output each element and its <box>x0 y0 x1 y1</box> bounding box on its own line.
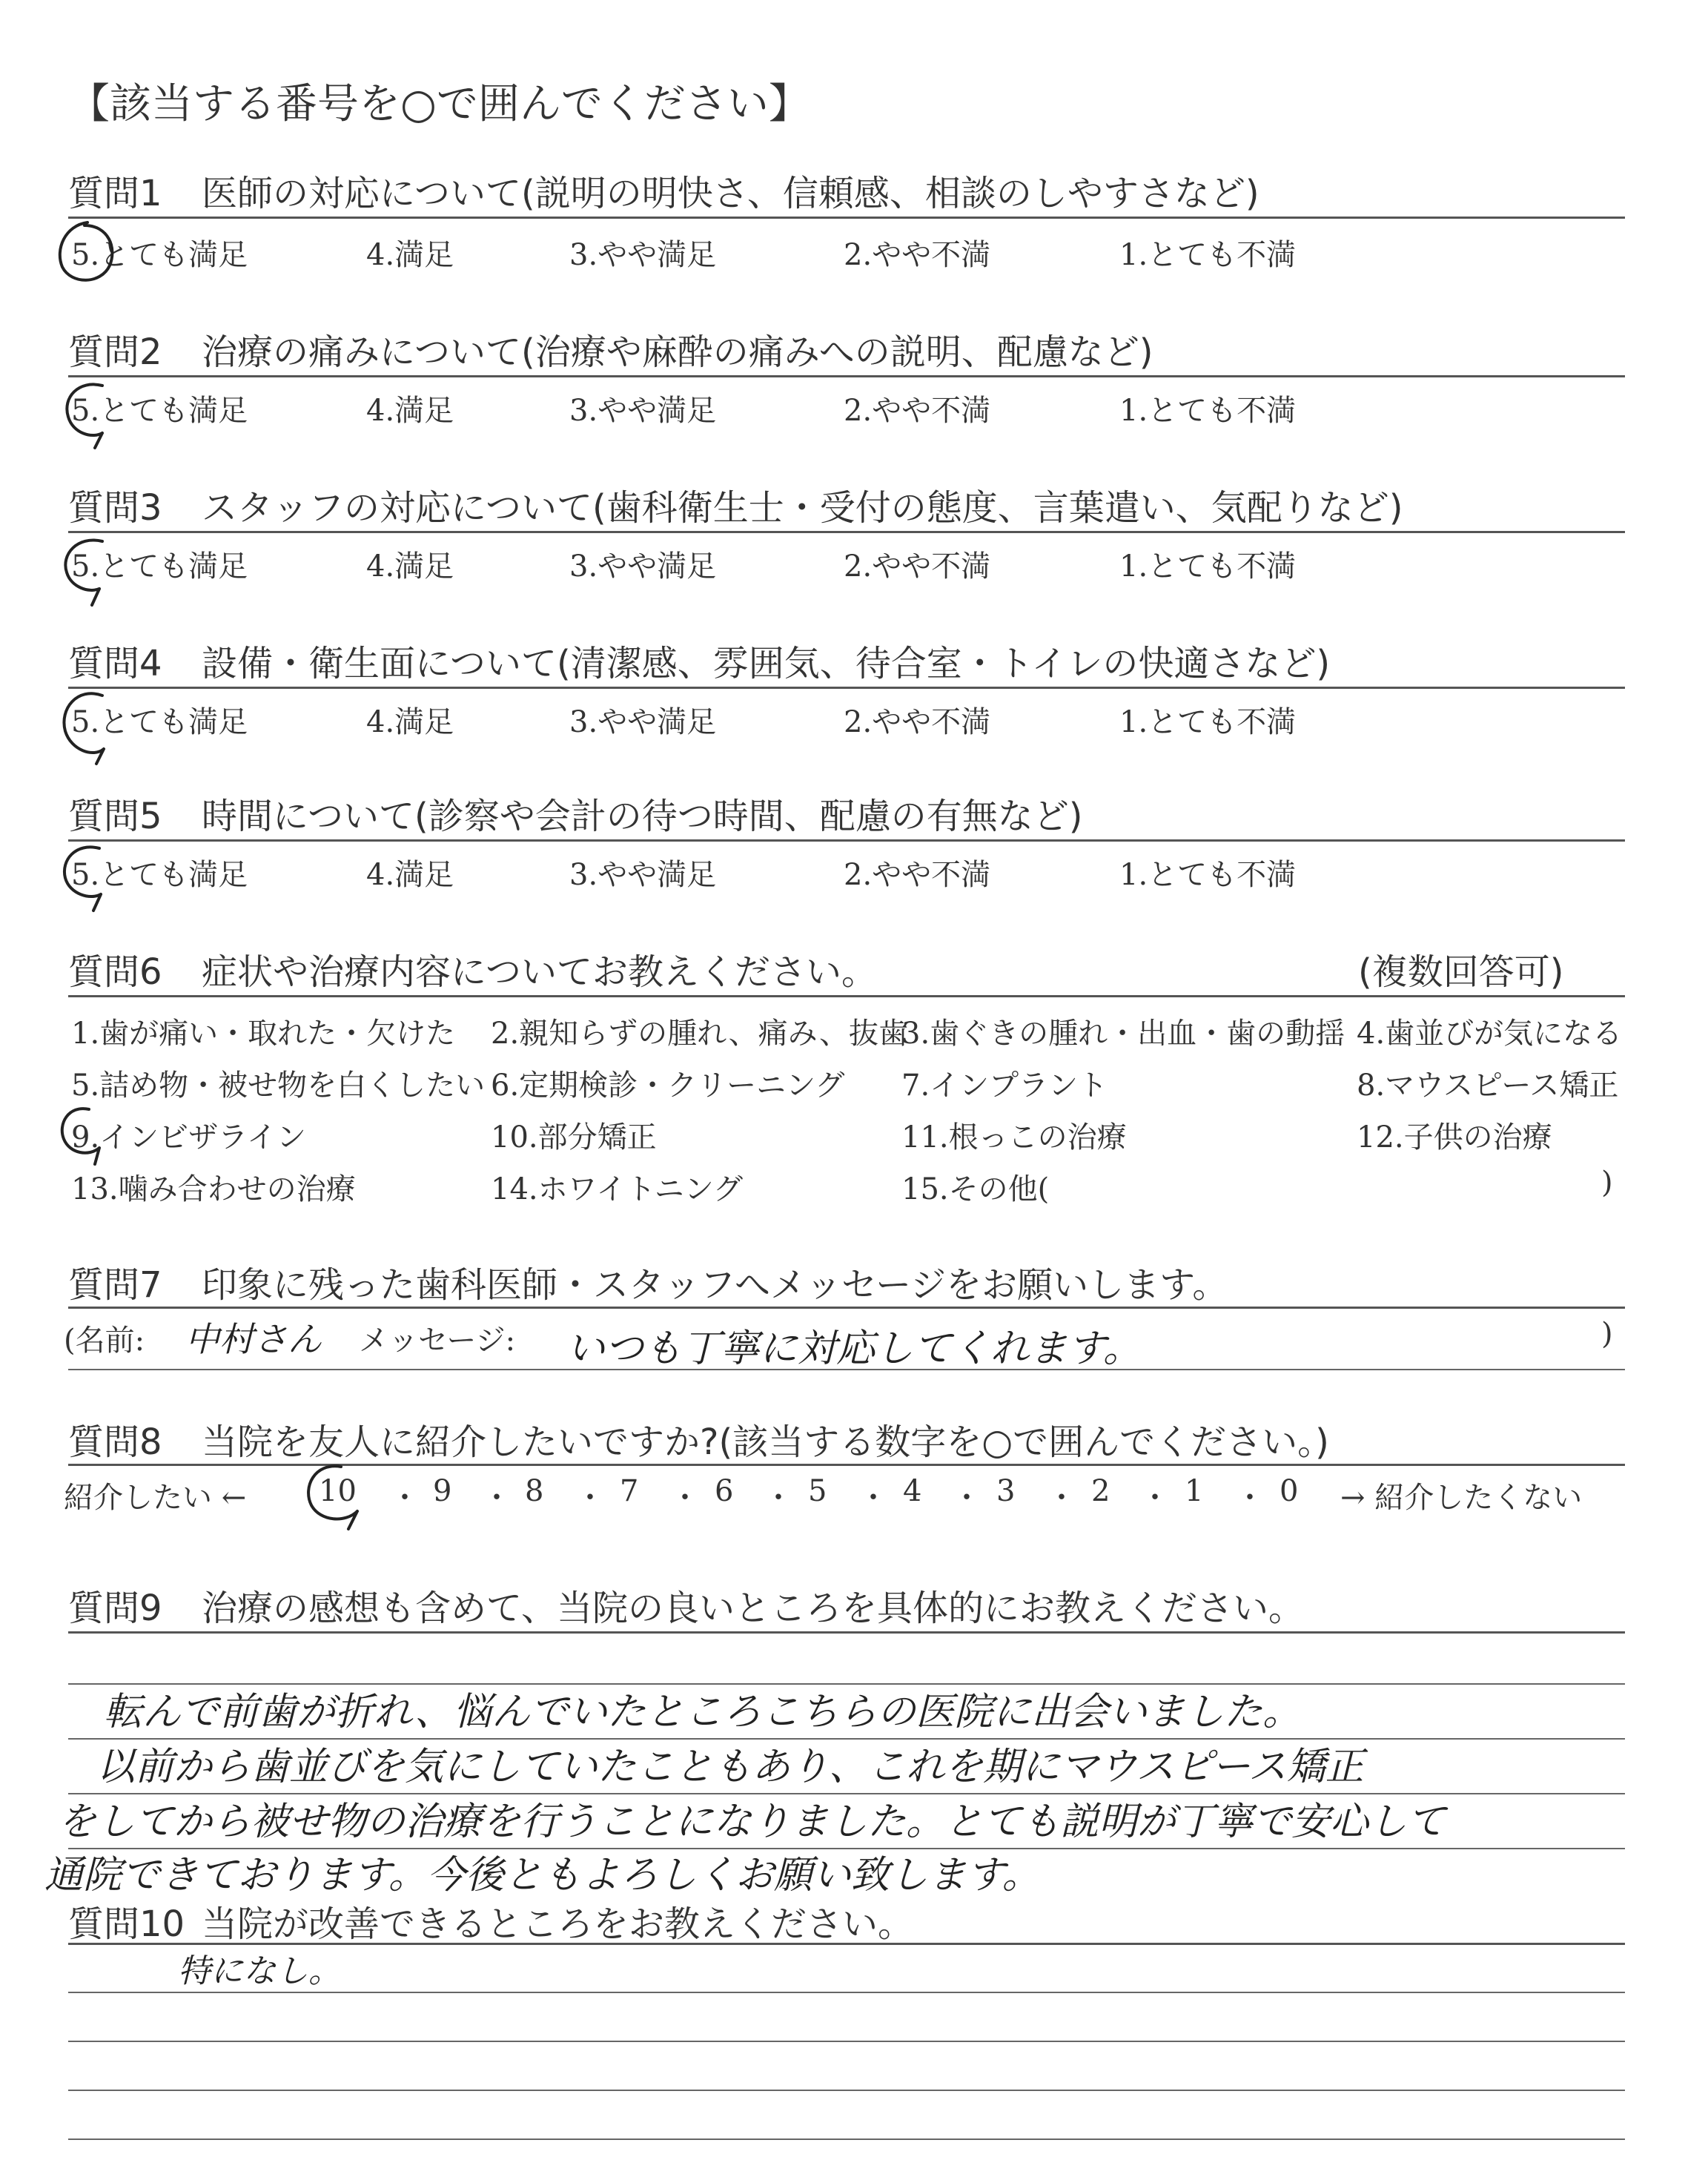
q8-dot: ・ <box>858 1481 888 1515</box>
q2-option-1[interactable]: 1.とても不満 <box>1119 394 1297 428</box>
q7-close: ) <box>1601 1317 1613 1351</box>
q9-answer-line-2[interactable]: 以前から歯並びを気にしていたこともあり、これを期にマウスピース矯正 <box>96 1745 1364 1789</box>
q7-message-label: メッセージ: <box>359 1324 516 1358</box>
q9-answer-line-1[interactable]: 転んで前歯が折れ、悩んでいたところこちらの医院に出会いました。 <box>104 1690 1302 1734</box>
q8-scale-4[interactable]: 4 <box>903 1474 922 1508</box>
q8-scale-3[interactable]: 3 <box>996 1474 1016 1508</box>
q6-item-3[interactable]: 3.歯ぐきの腫れ・出血・歯の動揺 <box>901 1017 1345 1051</box>
q9-label: 質問9 <box>68 1588 162 1629</box>
q6-item-13[interactable]: 13.噛み合わせの治療 <box>71 1172 356 1206</box>
q4-option-3[interactable]: 3.やや満足 <box>569 705 717 739</box>
q3-option-2[interactable]: 2.やや不満 <box>844 549 991 584</box>
q6-item-14[interactable]: 14.ホワイトニング <box>491 1172 744 1206</box>
q7-name-value[interactable]: 中村さん <box>185 1319 322 1359</box>
q6-item-15-close: ) <box>1601 1166 1613 1200</box>
q2-option-2[interactable]: 2.やや不満 <box>844 394 991 428</box>
q5-option-3[interactable]: 3.やや満足 <box>569 858 717 892</box>
q6-text: 症状や治療内容についてお教えください。 <box>202 951 878 993</box>
q10-text: 当院が改善できるところをお教えください。 <box>202 1903 914 1945</box>
q3-option-5[interactable]: 5.とても満足 <box>71 549 248 584</box>
q8-dot: ・ <box>670 1481 700 1515</box>
q8-dot: ・ <box>575 1481 605 1515</box>
q6-note: (複数回答可) <box>1358 951 1564 993</box>
q8-scale-0[interactable]: 0 <box>1280 1474 1299 1508</box>
q5-text: 時間について(診察や会計の待つ時間、配慮の有無など) <box>202 796 1083 837</box>
q6-item-10[interactable]: 10.部分矯正 <box>491 1120 657 1155</box>
q5-option-2[interactable]: 2.やや不満 <box>844 858 991 892</box>
q2-text: 治療の痛みについて(治療や麻酔の痛みへの説明、配慮など) <box>202 331 1153 373</box>
q6-item-2[interactable]: 2.親知らずの腫れ、痛み、抜歯 <box>491 1017 908 1051</box>
q8-scale-6[interactable]: 6 <box>715 1474 734 1508</box>
q3-label: 質問3 <box>68 487 162 529</box>
q7-name-label: (名前: <box>64 1324 145 1358</box>
q8-dot: ・ <box>390 1481 420 1515</box>
q3-option-4[interactable]: 4.満足 <box>366 549 454 584</box>
q4-option-5[interactable]: 5.とても満足 <box>71 705 248 739</box>
q8-right-label: → 紹介したくない <box>1340 1481 1583 1515</box>
q4-label: 質問4 <box>68 643 162 684</box>
q4-text: 設備・衛生面について(清潔感、雰囲気、待合室・トイレの快適さなど) <box>202 643 1331 684</box>
q6-item-11[interactable]: 11.根っこの治療 <box>901 1120 1127 1155</box>
q8-scale-10[interactable]: 10 <box>319 1474 357 1508</box>
q9-answer-line-3[interactable]: をしてから被せ物の治療を行うことになりました。とても説明が丁寧で安心して <box>58 1800 1446 1844</box>
q8-scale-1[interactable]: 1 <box>1185 1474 1204 1508</box>
q1-text: 医師の対応について(説明の明快さ、信頼感、相談のしやすさなど) <box>202 173 1260 214</box>
q6-item-7[interactable]: 7.インプラント <box>901 1069 1108 1103</box>
q3-option-1[interactable]: 1.とても不満 <box>1119 549 1297 584</box>
q3-option-3[interactable]: 3.やや満足 <box>569 549 717 584</box>
q1-option-3[interactable]: 3.やや満足 <box>569 238 717 272</box>
q9-text: 治療の感想も含めて、当院の良いところを具体的にお教えください。 <box>202 1588 1305 1629</box>
q8-scale-7[interactable]: 7 <box>620 1474 639 1508</box>
q8-dot: ・ <box>482 1481 512 1515</box>
q8-dot: ・ <box>1047 1481 1076 1515</box>
q2-option-4[interactable]: 4.満足 <box>366 394 454 428</box>
q8-left-label: 紹介したい ← <box>64 1481 247 1515</box>
q8-selection-circle-10 <box>308 1466 357 1529</box>
q1-selection-circle <box>60 222 113 280</box>
q1-option-2[interactable]: 2.やや不満 <box>844 238 991 272</box>
q2-selection-circle <box>67 384 102 448</box>
q8-dot: ・ <box>764 1481 793 1515</box>
q4-option-2[interactable]: 2.やや不満 <box>844 705 991 739</box>
q8-scale-5[interactable]: 5 <box>808 1474 827 1508</box>
q8-label: 質問8 <box>68 1421 162 1463</box>
q8-scale-9[interactable]: 9 <box>433 1474 452 1508</box>
q6-item-6[interactable]: 6.定期検診・クリーニング <box>491 1069 845 1103</box>
q8-scale-2[interactable]: 2 <box>1091 1474 1110 1508</box>
q6-item-15[interactable]: 15.その他( <box>901 1172 1050 1206</box>
q8-dot: ・ <box>1140 1481 1170 1515</box>
q8-dot: ・ <box>952 1481 982 1515</box>
q3-selection-circle <box>65 541 102 605</box>
q3-text: スタッフの対応について(歯科衛生士・受付の態度、言葉遣い、気配りなど) <box>202 487 1403 529</box>
q6-label: 質問6 <box>68 951 162 993</box>
q6-item-8[interactable]: 8.マウスピース矯正 <box>1357 1069 1619 1103</box>
q6-item-9[interactable]: 9.インビザライン <box>71 1120 306 1155</box>
survey-title: 【該当する番号を○で囲んでください】 <box>68 80 810 128</box>
q6-item-5[interactable]: 5.詰め物・被せ物を白くしたい <box>71 1069 486 1103</box>
q8-dot: ・ <box>1235 1481 1265 1515</box>
q8-text: 当院を友人に紹介したいですか?(該当する数字を○で囲んでください。) <box>202 1421 1329 1463</box>
q5-selection-circle <box>64 847 101 911</box>
q6-item-4[interactable]: 4.歯並びが気になる <box>1357 1017 1623 1051</box>
q7-text: 印象に残った歯科医師・スタッフへメッセージをお願いします。 <box>202 1264 1228 1306</box>
q6-item-1[interactable]: 1.歯が痛い・取れた・欠けた <box>71 1017 456 1051</box>
q2-option-3[interactable]: 3.やや満足 <box>569 394 717 428</box>
q8-scale-8[interactable]: 8 <box>525 1474 544 1508</box>
q7-message-value[interactable]: いつも丁寧に対応してくれます。 <box>566 1327 1142 1371</box>
q10-label: 質問10 <box>68 1903 185 1945</box>
q1-label: 質問1 <box>68 173 162 214</box>
q6-selection-circle-9 <box>62 1109 99 1164</box>
q5-option-5[interactable]: 5.とても満足 <box>71 858 248 892</box>
q7-label: 質問7 <box>68 1264 162 1306</box>
q4-selection-circle <box>64 693 104 764</box>
q4-option-4[interactable]: 4.満足 <box>366 705 454 739</box>
q9-answer-line-4[interactable]: 通院できております。今後ともよろしくお願い致します。 <box>44 1853 1041 1898</box>
q10-answer[interactable]: 特になし。 <box>178 1952 341 1990</box>
q5-label: 質問5 <box>68 796 162 837</box>
q1-option-4[interactable]: 4.満足 <box>366 238 454 272</box>
q6-item-12[interactable]: 12.子供の治療 <box>1357 1120 1552 1155</box>
q2-option-5[interactable]: 5.とても満足 <box>71 394 248 428</box>
q5-option-1[interactable]: 1.とても不満 <box>1119 858 1297 892</box>
q1-option-1[interactable]: 1.とても不満 <box>1119 238 1297 272</box>
q2-label: 質問2 <box>68 331 162 373</box>
q4-option-1[interactable]: 1.とても不満 <box>1119 705 1297 739</box>
q1-option-5[interactable]: 5.とても満足 <box>71 238 248 272</box>
q5-option-4[interactable]: 4.満足 <box>366 858 454 892</box>
